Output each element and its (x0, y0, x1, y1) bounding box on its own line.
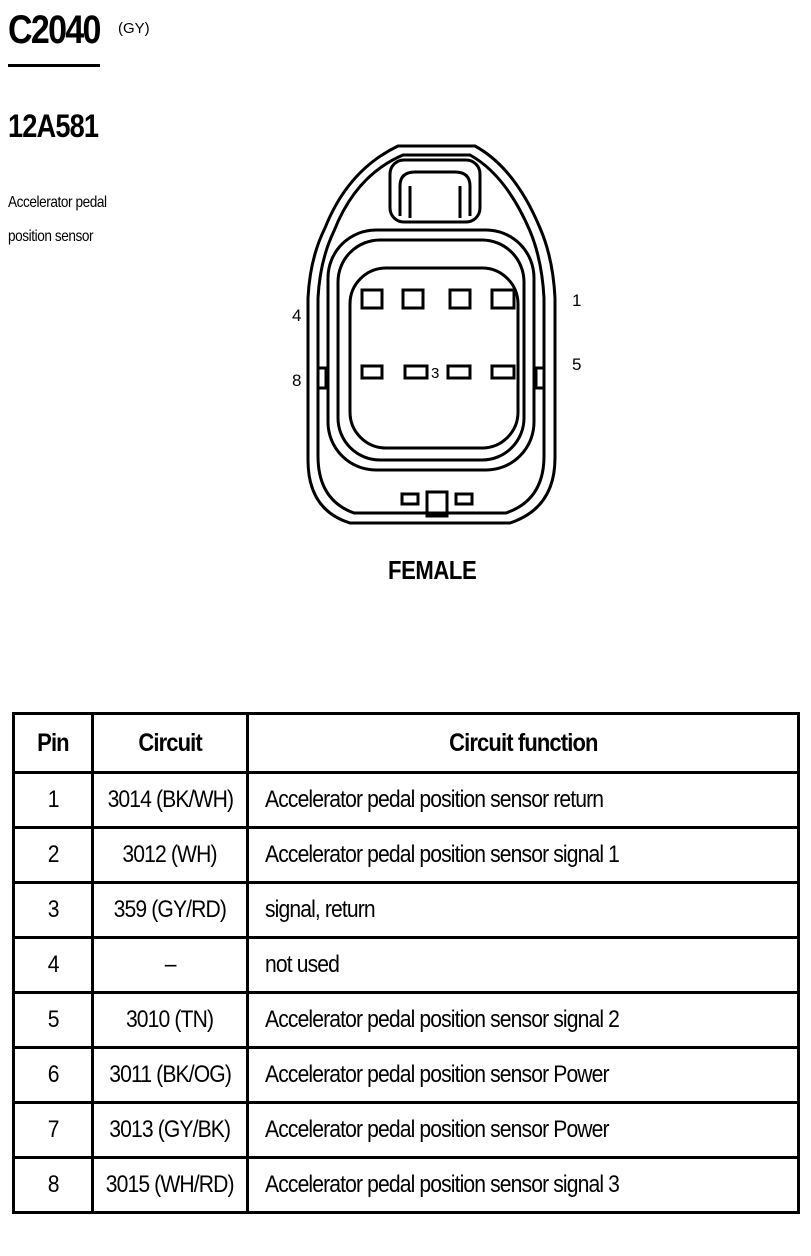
cell-pin: 5 (14, 993, 93, 1048)
table-row (14, 828, 799, 883)
header-divider (8, 64, 100, 67)
pin-label-4: 4 (292, 306, 302, 325)
cell-circuit: 3011 (BK/OG) (93, 1048, 248, 1103)
pin-cavity-7 (405, 366, 427, 378)
cell-circuit: 3015 (WH/RD) (93, 1158, 248, 1213)
cell-circuit: 3012 (WH) (93, 828, 248, 883)
header-pin: Pin (14, 714, 93, 773)
pin-cavity-2 (450, 290, 470, 308)
table-row (14, 993, 799, 1048)
locking-tab-outer (390, 160, 480, 222)
table-row (14, 1103, 799, 1158)
table-header-row (14, 714, 799, 773)
cell-pin: 6 (14, 1048, 93, 1103)
pin-label-1: 1 (572, 291, 582, 310)
pin-cavity-6 (448, 366, 470, 378)
connector-face-diagram (270, 138, 590, 538)
header-circuit: Circuit (93, 714, 248, 773)
pin-label-5: 5 (572, 355, 582, 374)
cell-function: Accelerator pedal position sensor Power (248, 1048, 799, 1103)
cell-function: Accelerator pedal position sensor Power (248, 1103, 799, 1158)
cell-pin: 2 (14, 828, 93, 883)
part-number: 12A581 (8, 108, 99, 144)
cell-function: Accelerator pedal position sensor return (248, 773, 799, 828)
cell-pin: 8 (14, 1158, 93, 1213)
key-slot-left (402, 494, 418, 504)
connector-code: C2040 (8, 8, 100, 52)
cell-function: not used (248, 938, 799, 993)
connector-gender-label: FEMALE (388, 555, 477, 585)
table-row (14, 1048, 799, 1103)
pin-cavity-8 (362, 366, 382, 378)
cell-circuit: – (93, 938, 248, 993)
pin-cavity-3 (403, 290, 423, 308)
cell-circuit: 3014 (BK/WH) (93, 773, 248, 828)
cell-circuit: 3010 (TN) (93, 993, 248, 1048)
table-row (14, 1158, 799, 1213)
pin-label-3: 3 (431, 365, 440, 382)
pin-cavity-1 (492, 290, 514, 308)
cell-function: Accelerator pedal position sensor signal 2 (248, 993, 799, 1048)
header-circuit-function: Circuit function (248, 714, 799, 773)
cell-function: Accelerator pedal position sensor signal 1 (248, 828, 799, 883)
pin-cavity-5 (492, 366, 514, 378)
pin-label-8: 8 (292, 371, 302, 390)
cell-pin: 7 (14, 1103, 93, 1158)
table-row (14, 773, 799, 828)
pin-cavity-4 (362, 290, 382, 308)
cell-circuit: 3013 (GY/BK) (93, 1103, 248, 1158)
cell-function: Accelerator pedal position sensor signal 3 (248, 1158, 799, 1213)
table-row (14, 938, 799, 993)
cell-function: signal, return (248, 883, 799, 938)
pinout-table (12, 712, 800, 1214)
key-slot-right (456, 494, 472, 504)
cell-pin: 3 (14, 883, 93, 938)
table-row (14, 883, 799, 938)
cell-circuit: 359 (GY/RD) (93, 883, 248, 938)
cell-pin: 4 (14, 938, 93, 993)
cell-pin: 1 (14, 773, 93, 828)
component-description: Accelerator pedal position sensor (8, 194, 107, 245)
connector-color: (GY) (118, 20, 150, 37)
